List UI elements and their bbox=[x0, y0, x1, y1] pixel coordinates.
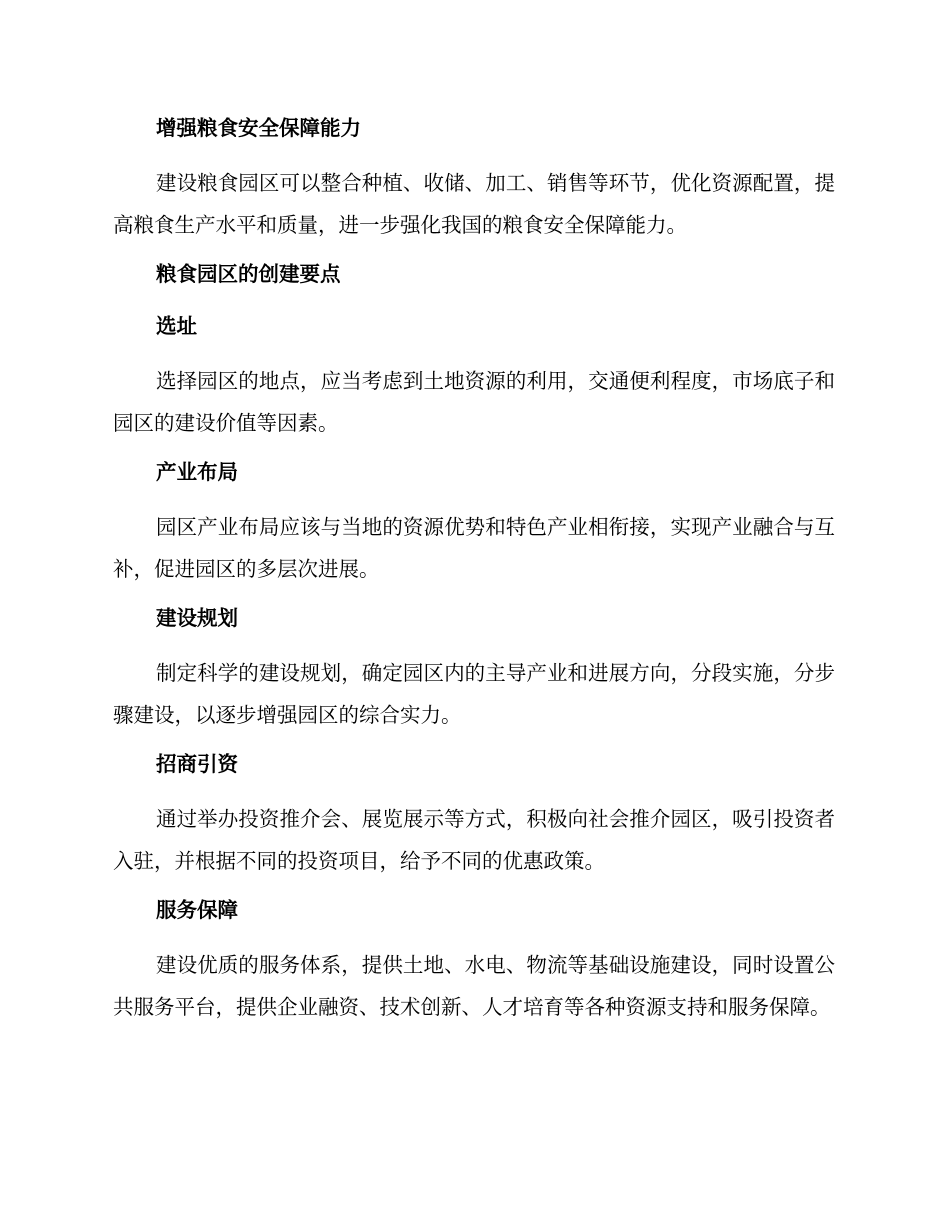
section-heading-industry-layout: 产业布局 bbox=[156, 460, 238, 484]
paragraph-construction-planning: 制定科学的建设规划，确定园区内的主导产业和进展方向，分段实施，分步骤建设，以逐步增强园区的综合实力。 bbox=[113, 661, 835, 727]
paragraph-industry-layout: 园区产业布局应该与当地的资源优势和特色产业相衔接，实现产业融合与互补，促进园区的多层次进展。 bbox=[113, 515, 835, 581]
paragraph-site-selection: 选择园区的地点，应当考虑到土地资源的利用，交通便利程度，市场底子和园区的建设价值等因素。 bbox=[113, 369, 835, 435]
paragraph-food-security: 建设粮食园区可以整合种植、收储、加工、销售等环节，优化资源配置，提高粮食生产水平和质量，进一步强化我国的粮食安全保障能力。 bbox=[113, 171, 835, 237]
section-heading-construction-planning: 建设规划 bbox=[156, 606, 238, 630]
paragraph-investment-attraction: 通过举办投资推介会、展览展示等方式，积极向社会推介园区，吸引投资者入驻，并根据不同的投资项目，给予不同的优惠政策。 bbox=[113, 807, 835, 873]
paragraph-service-guarantee: 建设优质的服务体系，提供土地、水电、物流等基础设施建设，同时设置公共服务平台，提供企业融资、技术创新、人才培育等各种资源支持和服务保障。 bbox=[113, 953, 835, 1019]
section-heading-investment-attraction: 招商引资 bbox=[156, 752, 238, 776]
section-heading-creation-points: 粮食园区的创建要点 bbox=[156, 262, 341, 286]
document-body bbox=[113, 110, 835, 1038]
section-heading-food-security: 增强粮食安全保障能力 bbox=[156, 116, 361, 140]
section-heading-service-guarantee: 服务保障 bbox=[156, 898, 238, 922]
section-heading-site-selection: 选址 bbox=[156, 314, 197, 338]
